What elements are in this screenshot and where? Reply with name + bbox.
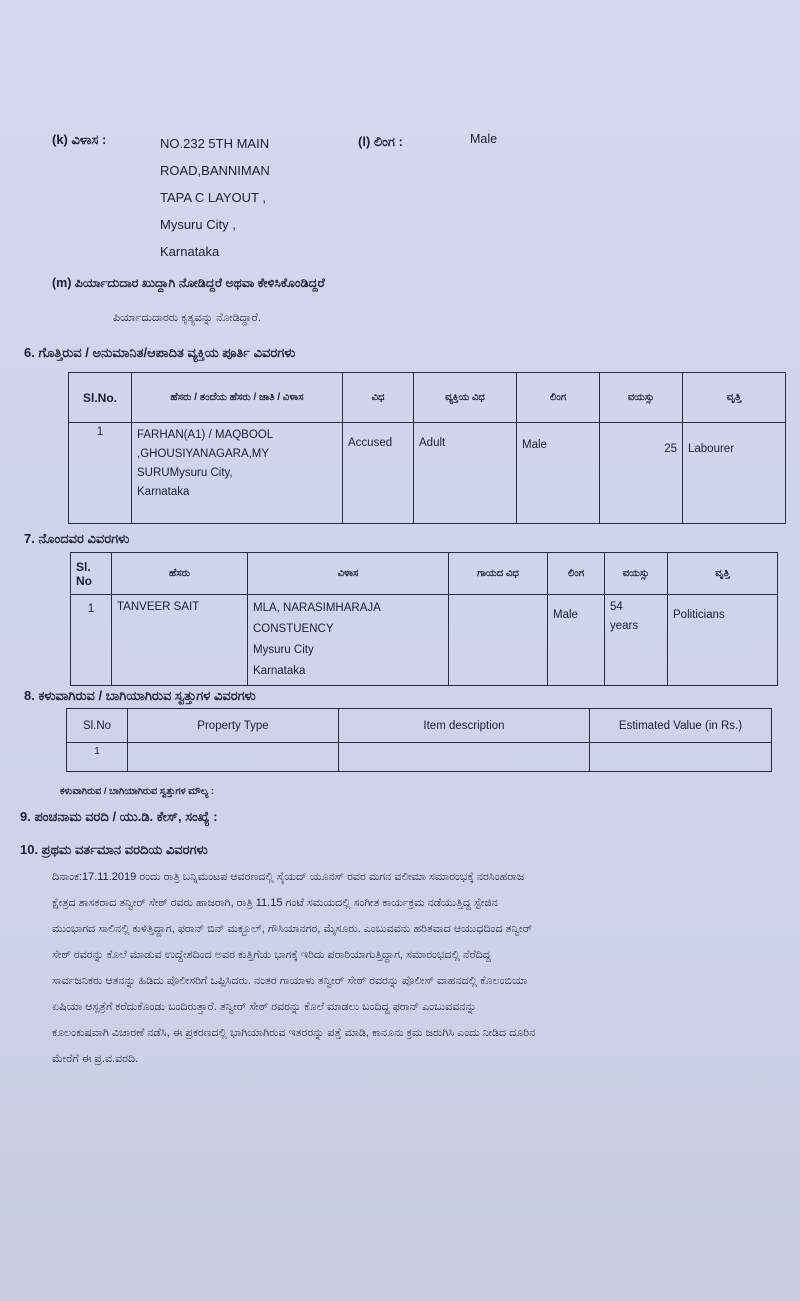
cell-value [590,743,772,772]
paragraph-line: ಸೇಠ್ ರವರನ್ನು ಕೊಲೆ ಮಾಡುವ ಉದ್ದೇಶದಿಂದ ಅವರ ಕುತ್ತಿಗೆಯ ಭಾಗಕ್ಕೆ ಇರಿದು ಪರಾರಿಯಾಗುತ್ತಿದ್ದಾಗ, ಸಮಾರಂಭದಲ್ಲಿ ನೆರೆದಿದ್ದ [52,949,491,961]
header-age: ವಯಸ್ಸು [600,373,683,423]
paragraph-line: ಮುಂಭಾಗದ ಸಾಲಿನಲ್ಲಿ ಕುಳಿತ್ತಿದ್ದಾಗ, ಫರಾನ್ ಬಿನ್ ಮಕ್ಬೂಲ್, ಗೌಸಿಯಾನಗರ, ಮೈಸೂರು. ಎಂಬುವವನು ಹರಿತವಾದ ಆಯುಧದಿಂದ ತನ್ವೀರ್ [52,923,533,935]
cell-address [248,595,449,686]
paragraph-line: ಕೂಲಂಕುಷವಾಗಿ ವಿಚಾರಣೆ ನಡೆಸಿ, ಈ ಪ್ರಕರಣದಲ್ಲಿ ಭಾಗಿಯಾಗಿರುವ ಇತರರನ್ನು ಪತ್ತೆ ಮಾಡಿ, ಕಾನೂನು ಕ್ರಮ ಜರುಗಿಸಿ ಎಂದು ನೀಡಿದ ದೂರಿನ [52,1027,536,1039]
header-name: ಹೆಸರು / ತಂದೆಯ ಹೆಸರು / ಜಾತಿ / ವಿಳಾಸ [132,373,343,423]
property-table [66,708,772,772]
address-line: Mysuru City , [160,217,236,232]
address-line: Karnataka [253,665,306,677]
header-address: ವಿಳಾಸ [248,553,449,595]
header-age: ವಯಸ್ಸು [605,553,668,595]
cell-gender: Male [517,423,600,524]
header-estimated-value: Estimated Value (in Rs.) [590,709,772,743]
cell-slno: 1 [71,595,112,686]
address-line: ROAD,BANNIMAN [160,163,270,178]
address-line: CONSTUENCY [253,623,334,635]
address-line: MLA, NARASIMHARAJA [253,602,381,614]
paragraph-line: ಮೇರೆಗೆ ಈ ಪ್ರ.ವ.ವರದಿ. [52,1053,139,1065]
address-label: (k) ವಿಳಾಸ : [52,132,107,147]
section6-title: 6. ಗೊತ್ತಿರುವ / ಅನುಮಾನಿತ/ಆಪಾದಿತ ವ್ಯಕ್ತಿಯ ಪೂರ್ತಿ ವಿವರಗಳು [24,345,296,360]
paragraph-line: ದಿನಾಂಕ:17.11.2019 ರಂದು ರಾತ್ರಿ ಬನ್ನಿಮಂಟಪ ಆವರಣದಲ್ಲಿ ಸೈಯದ್ ಯೂನಸ್ ರವರ ಮಗನ ವಲೀಮಾ ಸಮಾರಂಭಕ್ಕೆ ನರಸಿಂಹರಾಜ [52,871,525,883]
age-value: 54 [610,601,623,613]
paragraph-line: ಏಷಿಯಾ ಆಸ್ಪತ್ರೆಗೆ ಕರೆದುಕೊಂಡು ಬಂದಿರುತ್ತಾರೆ. ತನ್ವೀರ್ ಸೇಠ್ ರವರನ್ನು ಕೊಲೆ ಮಾಡಲು ಬಂದಿದ್ದ ಫರಾನ್ ಎಂಬುವವನನ್ನು [52,1001,477,1013]
cell-name: TANVEER SAIT [112,595,248,686]
paragraph-line: ಸಾರ್ವಜನಿಕರು ಆತನನ್ನು ಹಿಡಿದು ಪೊಲೀಸರಿಗೆ ಒಪ್ಪಿಸಿದರು. ನಂತರ ಗಾಯಾಳು ತನ್ವೀರ್ ಸೇಠ್ ರವರನ್ನು ಪೊಲೀಸ್ ವಾಹನದಲ್ಲಿ ಕೊಲಂಬಿಯಾ [52,975,528,987]
cell-slno: 1 [69,423,132,524]
cell-occupation: Politicians [668,595,778,686]
age-unit: years [610,620,639,632]
cell-occupation: Labourer [683,423,786,524]
accused-table [68,372,786,524]
cell-gender: Male [548,595,605,686]
header-property-type: Property Type [128,709,339,743]
gender-label: (l) ಲಿಂಗ : [358,134,403,149]
cell-injury [449,595,548,686]
cell-slno: 1 [67,743,128,772]
cell-age [605,595,668,686]
section7-title: 7. ನೊಂದವರ ವಿವರಗಳು [24,531,130,546]
gender-value: Male [470,132,498,146]
section9-title: 9. ಪಂಚನಾಮ ವರದಿ / ಯು.ಡಿ. ಕೇಸ್‌, ಸಂಖ್ಯೆ : [20,809,218,824]
name-line: Karnataka [137,486,190,498]
address-value [160,130,330,265]
complainant-witness-label: (m) ಪಿರ್ಯಾದುದಾರ ಖುದ್ದಾಗಿ ನೋಡಿದ್ದರೆ ಅಥವಾ ಕೇಳಿಸಿಕೊಂಡಿದ್ದರೆ [52,276,325,290]
header-slno: Sl. No [71,553,112,595]
paragraph-line: ಕ್ಷೇತ್ರದ ಶಾಸಕರಾದ ತನ್ವೀರ್ ಸೇಠ್ ರವರು ಹಾಜರಾಗಿ, ರಾತ್ರಿ 11.15 ಗಂಟೆ ಸಮಯದಲ್ಲಿ ಸಂಗೀತ ಕಾರ್ಯಕ್ರಮ ನಡೆಯುತ್ತಿದ್ದ ಸ್ಟೇಜಿನ [52,897,498,909]
name-line: ,GHOUSIYANAGARA,MY [137,448,270,460]
address-line: NO.232 5TH MAIN [160,136,270,151]
header-injury: ಗಾಯದ ವಿಧ [449,553,548,595]
address-line: Karnataka [160,244,220,259]
cell-type: Accused [343,423,414,524]
header-occupation: ವೃತ್ತಿ [683,373,786,423]
header-occupation: ವೃತ್ತಿ [668,553,778,595]
address-line: TAPA C LAYOUT , [160,190,266,205]
cell-age: 25 [600,423,683,524]
header-gender: ಲಿಂಗ [548,553,605,595]
complainant-witness-value: ಪಿರ್ಯಾದುದಾರರು ಕೃತ್ಯವನ್ನು ನೋಡಿದ್ದಾರೆ. [113,312,261,324]
name-line: SURUMysuru City, [137,467,233,479]
header-name: ಹೆಸರು [112,553,248,595]
header-type: ವಿಧ [343,373,414,423]
fir-details-paragraph [52,864,767,1072]
header-slno: Sl.No [67,709,128,743]
cell-name [132,423,343,524]
victim-table [70,552,778,686]
cell-person-type: Adult [414,423,517,524]
cell-property-type [128,743,339,772]
property-value-note: ಕಳುವಾಗಿರುವ / ಬಾಗಿಯಾಗಿರುವ ಸ್ವತ್ತುಗಳ ಮೌಲ್ಯ : [60,786,215,797]
cell-description [339,743,590,772]
name-line: FARHAN(A1) / MAQBOOL [137,429,274,441]
header-slno: Sl.No. [69,373,132,423]
header-person-type: ವ್ಯಕ್ತಿಯ ವಿಧ [414,373,517,423]
address-line: Mysuru City [253,644,314,656]
header-item-description: Item description [339,709,590,743]
section8-title: 8. ಕಳುವಾಗಿರುವ / ಬಾಗಿಯಾಗಿರುವ ಸ್ವತ್ತುಗಳ ವಿವರಗಳು [24,688,256,703]
section10-title: 10. ಪ್ರಥಮ ವರ್ತಮಾನ ವರದಿಯ ವಿವರಗಳು [20,842,208,857]
header-gender: ಲಿಂಗ [517,373,600,423]
